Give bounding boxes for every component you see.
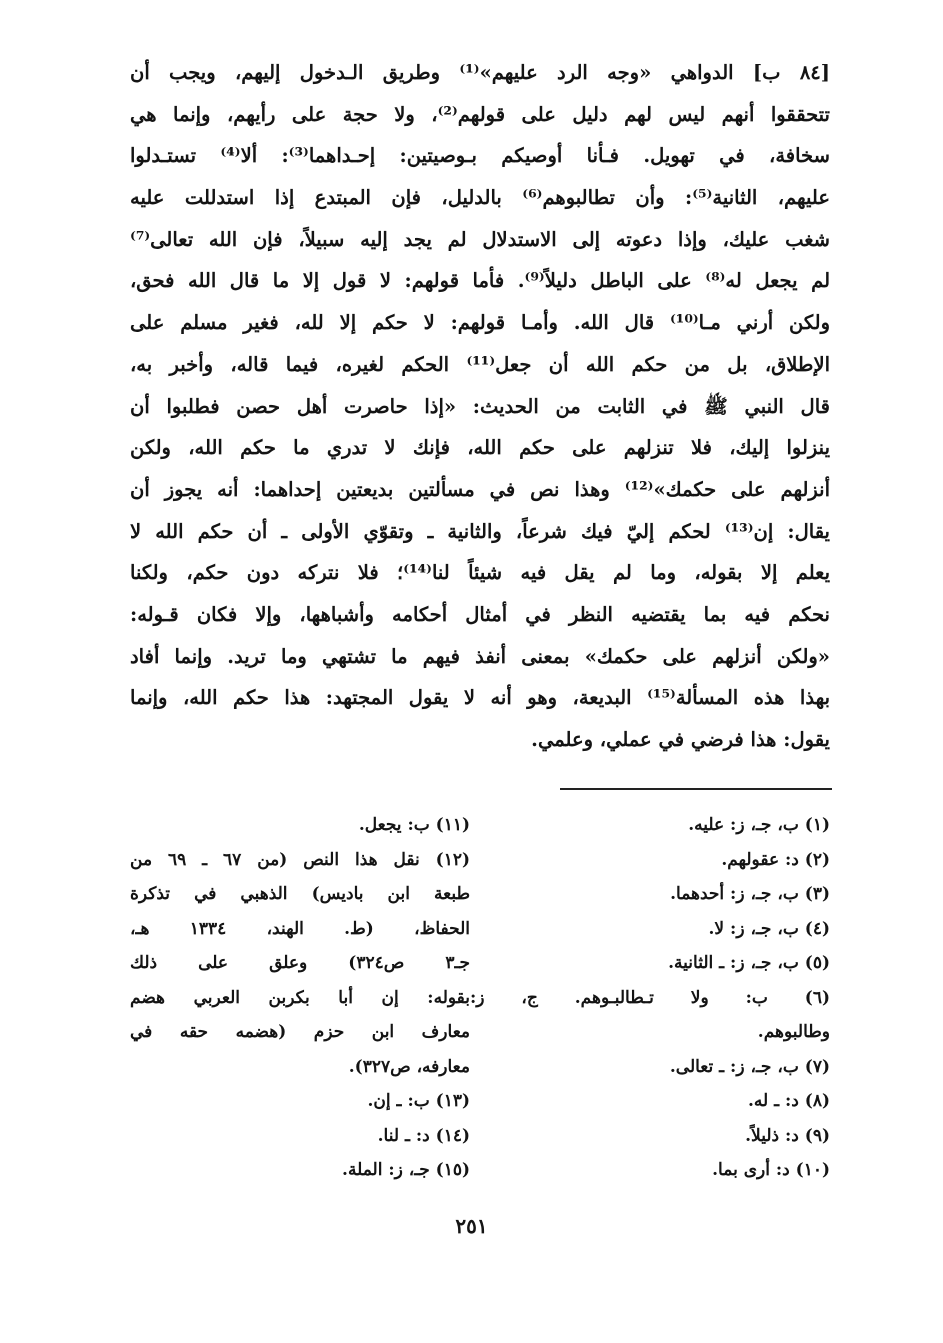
text-line: شغب عليك، وإذا دعوته إلى الاستدلال لم يجد إليه سبيلاً، فإن الله تعالى⁽⁷⁾: [130, 227, 830, 251]
text-line: بهذا هذه المسألة⁽¹⁵⁾ البديعة، وهو أنه لا يقول المجتهد: هذا حكم الله، وإنما: [130, 686, 830, 710]
footnote: (٦) ب: ولا تـطالبـوهم. ج، ز:: [470, 987, 830, 1008]
footnote: (٧) ب، جـ، ز: ـ تعالى.: [669, 1056, 830, 1077]
text-line: الإطلاق، بل من حكم الله أن جعل⁽¹¹⁾ الحكم لغيره، فيما قاله، وأخبر به،: [130, 352, 830, 376]
text-line: ينزلوا إليك، فلا تنزلهم على حكم الله، فإنك لا تدري ما حكم الله، ولكن: [130, 436, 830, 460]
footnote-continuation: جـ٣ ص٣٢٤) وعلق على ذلك: [130, 953, 470, 973]
footnote: (١٠) د: أرى بما.: [712, 1160, 830, 1180]
footnote: (٨) د: ـ له.: [747, 1091, 830, 1111]
main-text: [130, 52, 830, 761]
footnote-continuation: معارف ابن حزم (هضمه حقه في: [130, 1022, 470, 1042]
footnote: (١٣) ب: ـ إن.: [367, 1091, 470, 1111]
text-line: نحكم فيه بما يقتضيه النظر في أمثال أحكامه وأشباهها، وإلا فكان قـوله:: [130, 602, 830, 626]
footnote-continuation: الحفاظ، (ط. الهند، ١٣٣٤ هـ،: [130, 918, 470, 939]
text-line: سخافة، في تهويل. فـأنا أوصيكم بـوصيتين: إحـداهما⁽³⁾: ألا⁽⁴⁾ تستـدلوا: [130, 144, 830, 168]
footnote-continuation: وطالبوهم.: [757, 1022, 830, 1042]
text-line: قال النبي ﷺ في الثابت من الحديث: «إذا حاصرت أهل حصن فطلبوا أن: [130, 394, 830, 418]
text-line: لم يجعل له⁽⁸⁾ على الباطل دليلاً⁽⁹⁾. فأما قولهم: لا قول إلا ما قال الله فحق،: [130, 269, 830, 293]
text-line: يقول: هذا فرضي في عملي، وعلمي.: [531, 728, 830, 751]
footnote-continuation: معارفه، ص٣٢٧).: [348, 1056, 470, 1077]
footnotes-column-left: [130, 808, 470, 1188]
text-line: عليهم، الثانية⁽⁵⁾: وأن تطالبوهم⁽⁶⁾ بالدليل، فإن المبتدع إذا استدللت عليه: [130, 186, 830, 210]
footnote: (١) ب، جـ، ز: عليه.: [688, 815, 830, 835]
footnote: (٢) د: عقولهم.: [721, 849, 830, 870]
footnote-continuation: بقوله: إن أبا بكربن العربي هضم: [130, 987, 470, 1008]
text-line: ولكن أرني مـا⁽¹⁰⁾ قال الله. وأمـا قولهم: لا حكم إلا لله، فغير مسلم على: [130, 311, 830, 335]
text-line: [٨٤ ب] الدواهي «وجه الرد عليهم»⁽¹⁾ وطريق الـدخول إليهم، ويجب أن: [130, 61, 830, 84]
text-line: يعلم إلا بقوله، وما لم يقل فيه شيئاً لنا⁽¹⁴⁾؛ فلا نتركه دون حكم، ولكنا: [130, 561, 830, 585]
footnote: (٣) ب، جـ، ز: أحدهما.: [670, 884, 830, 904]
footnote: (٩) د: ذليلاً.: [745, 1125, 830, 1146]
text-line: أنزلهم على حكمك»⁽¹²⁾ وهذا نص في مسألتين بديعتين إحداهما: أنه يجوز أن: [130, 477, 830, 501]
footnote-continuation: طبعة ابن باديس) الذهبي في تذكرة: [130, 884, 470, 904]
page-number: ٢٥١: [455, 1214, 488, 1238]
text-line: يقال: إن⁽¹³⁾ لحكم إليّ فيك شرعاً، والثانية ـ وتقوّي الأولى ـ أن حكم الله لا: [130, 519, 830, 543]
text-line: «ولكن أنزلهم على حكمك» بمعنى أنفذ فيهم ما تشتهي وما تريد. وإنما أفاد: [130, 644, 830, 668]
footnote: (١٤) د: ـ لنا.: [377, 1125, 470, 1146]
footnote: (٥) ب، جـ، ز: ـ الثانية.: [668, 953, 830, 973]
text-line: تتحققوا أنهم ليس لهم دليل على قولهم⁽²⁾، ولا حجة على رأيهم، وإنما هي: [130, 102, 830, 126]
footnote-divider: [560, 788, 832, 790]
footnote: (٤) ب، جـ، ز: لا.: [708, 918, 830, 939]
footnote: (١١) ب: يجعل.: [358, 815, 470, 835]
footnote: (١٢) نقل هذا النص (من ٦٧ ـ ٦٩ من: [130, 849, 470, 870]
footnotes-column-right: [470, 808, 830, 1188]
footnote: (١٥) جـ، ز: الملة.: [342, 1160, 470, 1180]
